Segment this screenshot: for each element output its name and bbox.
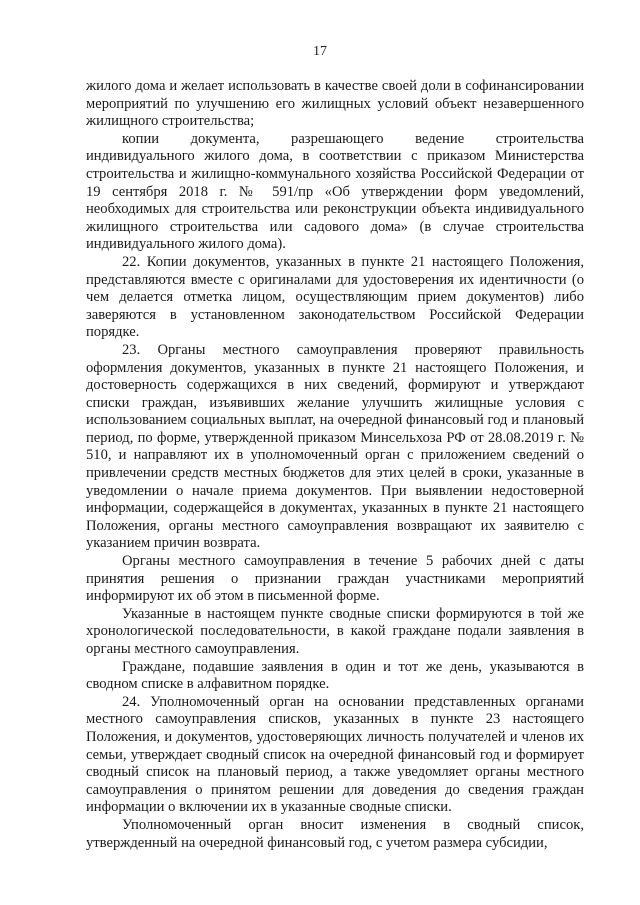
paragraph-chronological-order: Указанные в настоящем пункте сводные списки формируются в той же хронологической последовательности, в какой граждане подали заявления в органы местного самоуправления. <box>86 605 584 657</box>
document-body <box>86 78 584 852</box>
paragraph-clause-24: 24. Уполномоченный орган на основании представленных органами местного самоуправления списков, указанных в пункте 23 настоящего Положения, и документов, удостоверяющих личность получателей и членов их семьи, утверждает сводный список на очередной финансовый год и формирует сводный список на плановый период, а также уведомляет органы местного самоуправления о принятом решении для доведения до сведения граждан информации о включении их в указанные сводные списки. <box>86 693 584 816</box>
paragraph-permit-copies: копии документа, разрешающего ведение строительства индивидуального жилого дома, в соответствии с приказом Министерства строительства и жилищно-коммунального хозяйства Российской Федерации от 19 сентября 2018 г. № 591/пр «Об утверждении форм уведомлений, необходимых для строительства или реконструкции объекта индивидуального жилищного строительства или садового дома» (в случае строительства индивидуального жилого дома). <box>86 130 584 253</box>
paragraph-list-changes: Уполномоченный орган вносит изменения в сводный список, утвержденный на очередной финансовый год, с учетом размера субсидии, <box>86 816 584 851</box>
paragraph-clause-23: 23. Органы местного самоуправления проверяют правильность оформления документов, указанных в пункте 21 настоящего Положения, и достоверность содержащихся в них сведений, формируют и утверждают списки граждан, изъявивших желание улучшить жилищные условия с использованием социальных выплат, на очередной финансовый год и плановый период, по форме, утвержденной приказом Минсельхоза РФ от 28.08.2019 г. № 510, и направляют их в уполномоченный орган с приложением сведений о привлечении средств местных бюджетов для этих целей в сроки, указанные в уведомлении о начале приема документов. При выявлении недостоверной информации, содержащейся в документах, указанных в пункте 21 настоящего Положения, органы местного самоуправления возвращают их заявителю с указанием причин возврата. <box>86 341 584 552</box>
paragraph-notification: Органы местного самоуправления в течение 5 рабочих дней с даты принятия решения о признании граждан участниками мероприятий информируют их об этом в письменной форме. <box>86 553 584 605</box>
paragraph-alphabetical-order: Граждане, подавшие заявления в один и тот же день, указываются в сводном списке в алфавитном порядке. <box>86 658 584 693</box>
page-number: 17 <box>313 44 327 59</box>
paragraph-clause-22: 22. Копии документов, указанных в пункте 21 настоящего Положения, представляются вместе с оригиналами для удостоверения их идентичности (о чем делается отметка лицом, осуществляющим прием документов) либо заверяются в установленном законодательством Российской Федерации порядке. <box>86 253 584 341</box>
paragraph-continuation: жилого дома и желает использовать в качестве своей доли в софинансировании мероприятий по улучшению его жилищных условий объект незавершенного жилищного строительства; <box>86 78 584 130</box>
